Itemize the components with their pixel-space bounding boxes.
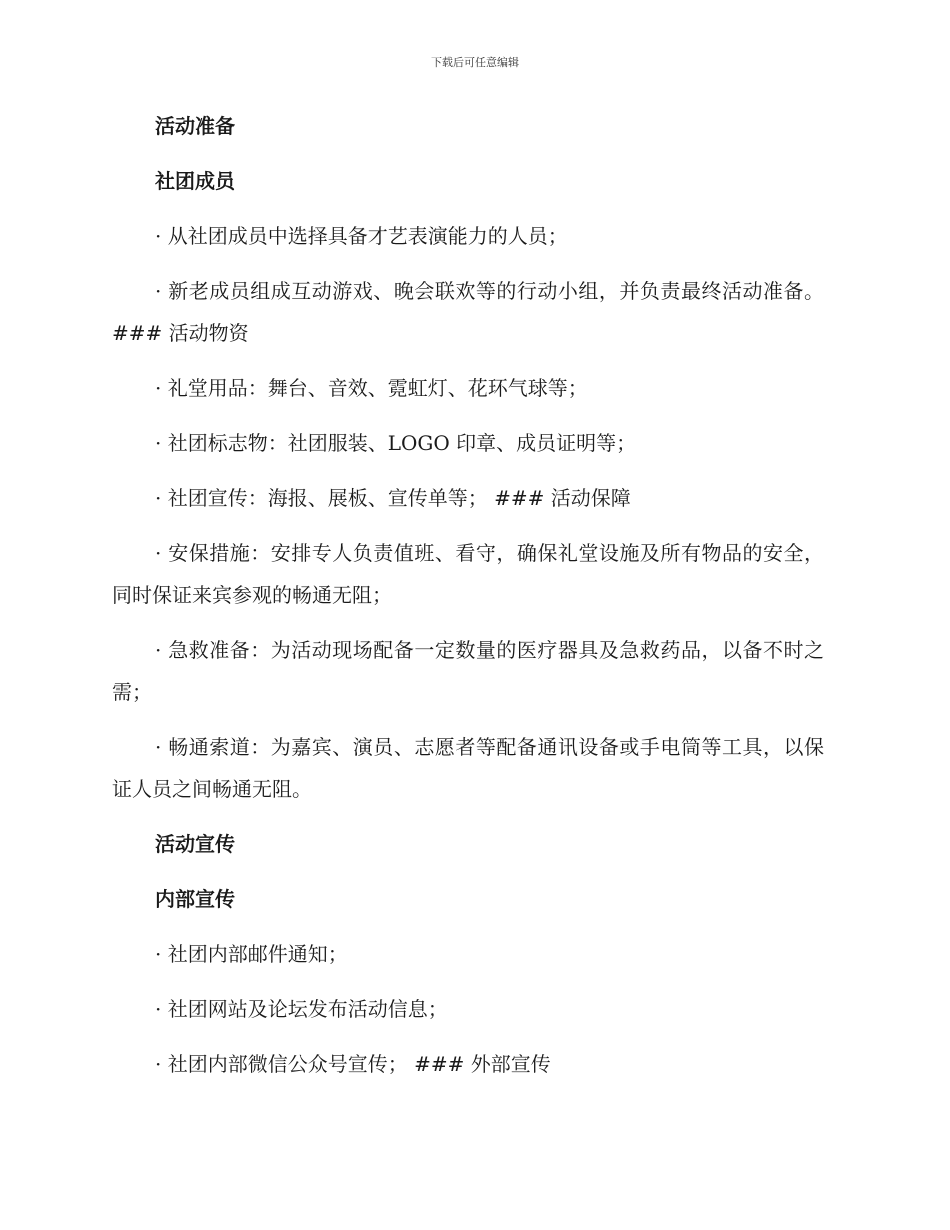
subsection-heading-club-members: 社团成员	[155, 169, 235, 193]
bullet-paragraph: · 从社团成员中选择具备才艺表演能力的人员；	[155, 224, 568, 248]
bullet-paragraph: · 急救准备：为活动现场配备一定数量的医疗器具及急救药品，以备不时之需；	[112, 638, 824, 704]
bullet-paragraph: · 社团内部微信公众号宣传； ### 外部宣传	[155, 1052, 551, 1076]
subsection-heading-internal-promotion: 内部宣传	[155, 887, 235, 911]
bullet-paragraph: · 畅通索道：为嘉宾、演员、志愿者等配备通讯设备或手电筒等工具，以保证人员之间畅通无阻。	[112, 735, 824, 801]
bullet-paragraph: · 社团宣传：海报、展板、宣传单等； ### 活动保障	[155, 486, 631, 510]
bullet-paragraph: · 礼堂用品：舞台、音效、霓虹灯、花环气球等；	[155, 376, 588, 400]
bullet-paragraph: · 安保措施：安排专人负责值班、看守，确保礼堂设施及所有物品的安全，同时保证来宾参观的畅通无阻；	[112, 541, 824, 607]
document-body	[112, 105, 824, 1098]
bullet-paragraph: · 新老成员组成互动游戏、晚会联欢等的行动小组，并负责最终活动准备。 ### 活动物资	[112, 279, 824, 345]
page-header: 下载后可任意编辑	[431, 56, 519, 69]
bullet-paragraph: · 社团内部邮件通知；	[155, 942, 348, 966]
section-heading-activity-preparation: 活动准备	[155, 114, 235, 138]
section-heading-activity-promotion: 活动宣传	[155, 832, 235, 856]
bullet-paragraph: · 社团标志物：社团服装、LOGO 印章、成员证明等；	[155, 431, 637, 455]
bullet-paragraph: · 社团网站及论坛发布活动信息；	[155, 997, 448, 1021]
